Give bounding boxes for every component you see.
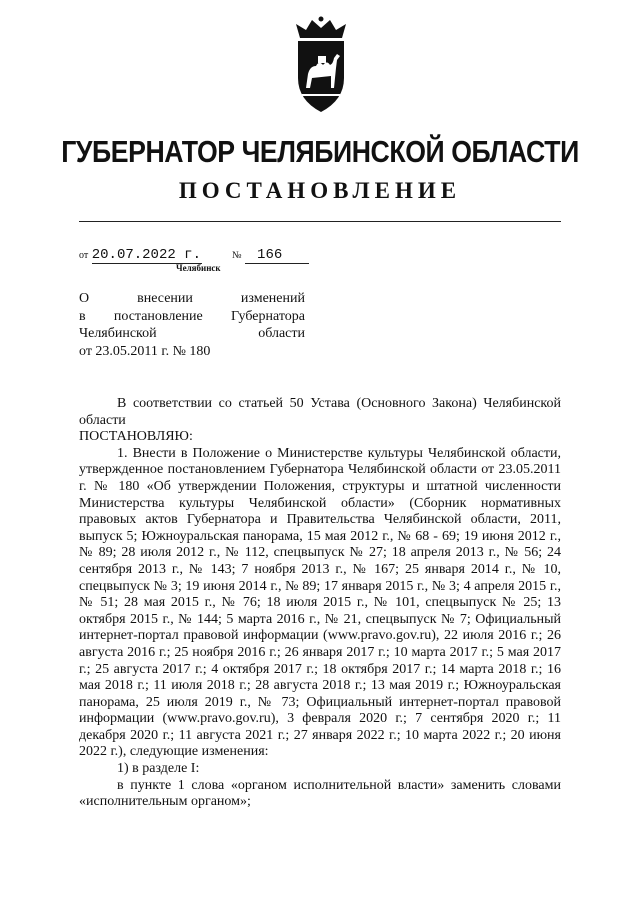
chelyabinsk-coat-of-arms-icon [288, 16, 354, 116]
date-block [79, 247, 202, 264]
governor-title: ГУБЕРНАТОР ЧЕЛЯБИНСКОЙ ОБЛАСТИ [61, 134, 579, 169]
resolve-heading: ПОСТАНОВЛЯЮ: [79, 429, 193, 445]
header-divider [79, 221, 561, 222]
document-body [79, 396, 561, 811]
subject-line: от 23.05.2011 г. № 180 [79, 343, 211, 359]
document-subject [79, 290, 305, 360]
city-name: Челябинск [176, 263, 221, 273]
number-label: № [232, 250, 242, 261]
item-1-paragraph: 1. Внести в Положение о Министерстве культуры Челябинской области, утвержденное постановлением Губернатора Челябинской области от 23.05.2011 г. № 180 «Об утверждении Положения, структуры и штатной численности Министерства культуры Челябинской области» (Сборник нормативных правовых актов Губернатора и Правительства Челябинской области, 2011, выпуск 5; Южноуральская панорама, 15 мая 2012 г., № 68 - 69; 19 июня 2012 г., № 89; 28 июля 2012 г., № 112, спецвыпуск № 27; 18 апреля 2013 г., № 56; 24 сентября 2013 г., № 143; 7 ноября 2013 г., № 167; 25 января 2014 г., № 10, спецвыпуск № 3; 19 июня 2014 г., № 89; 17 января 2015 г., № 3; 4 апреля 2015 г., № 51; 28 мая 2015 г., № 76; 18 июля 2015 г., № 101, спецвыпуск № 25; 13 октября 2015 г., № 144; 5 марта 2016 г., № 21, спецвыпуск № 7; Официальный интернет-портал правовой информации (www.pravo.gov.ru), 22 июля 2016 г.; 26 августа 2016 г.; 25 ноября 2016 г.; 26 января 2017 г.; 10 марта 2017 г.; 5 мая 2017 г.; 25 августа 2017 г.; 4 октября 2017 г.; 18 октября 2017 г.; 14 марта 2018 г.; 16 мая 2018 г.; 11 июля 2018 г.; 28 августа 2018 г.; 13 мая 2019 г.; Южноуральская панорама, 25 июля 2019 г., № 73; Официальный интернет-портал правовой информации (www.pravo.gov.ru), 3 февраля 2020 г.; 7 сентября 2020 г.; 11 декабря 2020 г.; 11 августа 2021 г.; 27 января 2022 г.; 10 марта 2022 г.; 20 июня 2022 г.), следующие изменения: [79, 445, 561, 760]
document-type: ПОСТАНОВЛЕНИЕ [178, 178, 462, 203]
subitem-1-text: в пункте 1 слова «органом исполнительной власти» заменить словами «исполнительным органом»; [79, 777, 561, 810]
date-label: от [79, 250, 89, 261]
preamble-paragraph: В соответствии со статьей 50 Устава (Основного Закона) Челябинской области [79, 396, 561, 428]
subject-line: О внесении изменений [79, 291, 305, 306]
number-block [232, 247, 309, 264]
document-number: 166 [245, 247, 309, 264]
subitem-1-heading: 1) в разделе I: [117, 761, 200, 777]
document-date: 20.07.2022 г. [91, 247, 201, 263]
subject-line: Челябинской области [79, 326, 305, 342]
subject-line: в постановление Губернатора [79, 308, 305, 324]
